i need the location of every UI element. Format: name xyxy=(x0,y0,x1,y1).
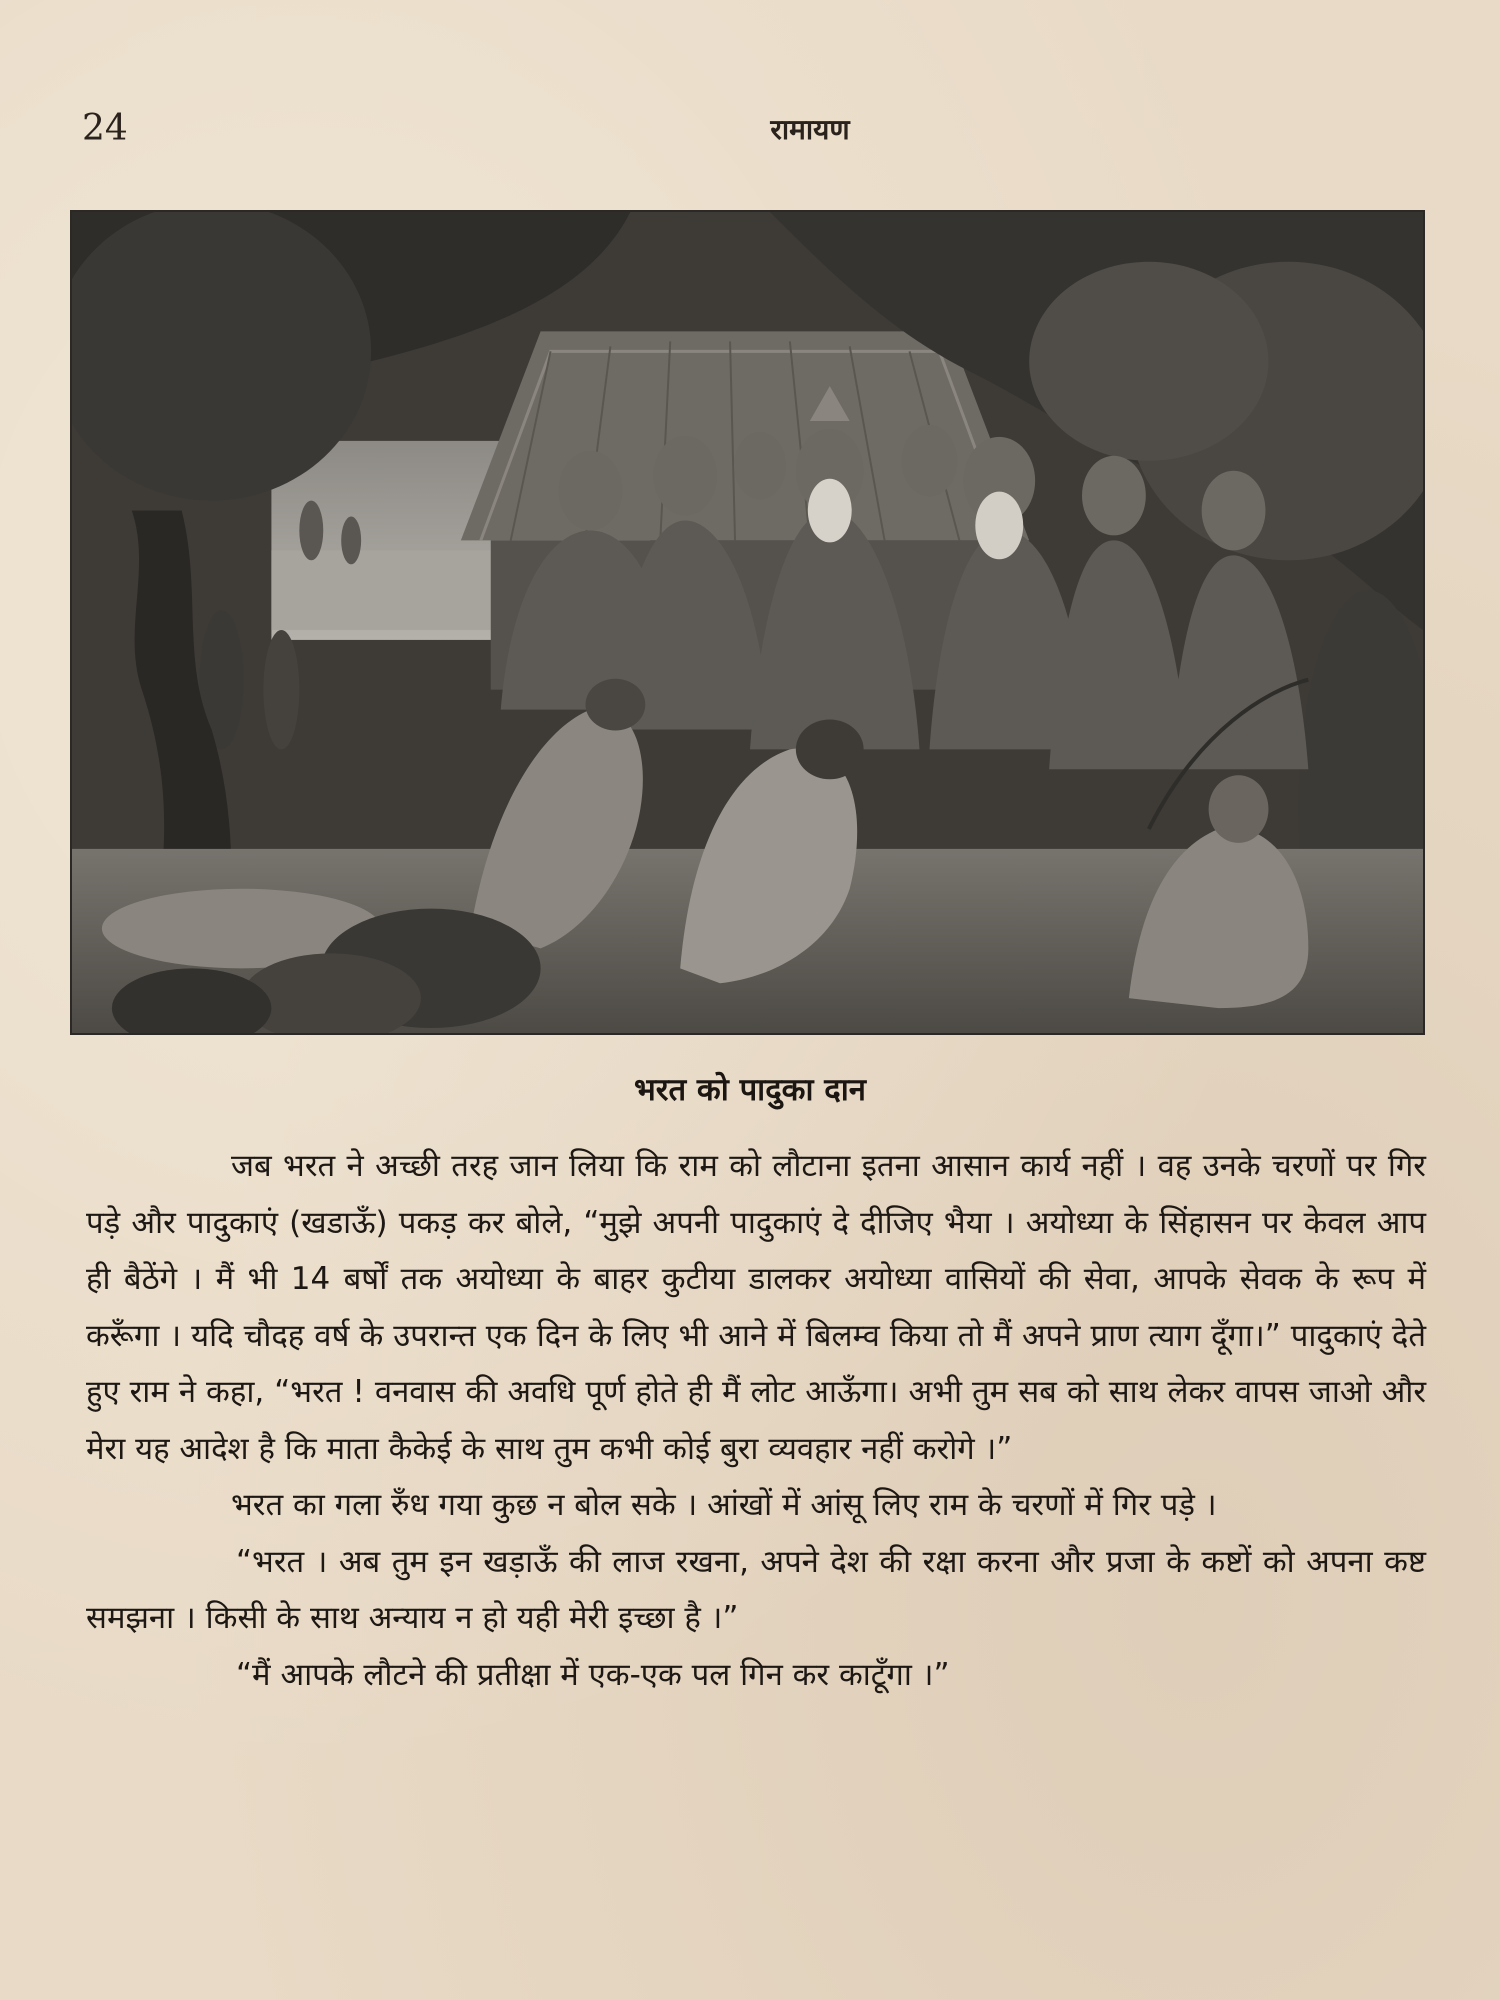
body-text xyxy=(86,1138,1426,1703)
illustration-bharat-receiving-sandals xyxy=(70,210,1425,1035)
page-number: 24 xyxy=(82,108,128,149)
running-title: रामायण xyxy=(770,113,850,146)
paragraph-4: “मैं आपके लौटने की प्रतीक्षा में एक-एक पल गिन कर काटूँगा ।” xyxy=(236,1656,950,1693)
illustration-caption: भरत को पादुका दान xyxy=(634,1072,866,1108)
paragraph-3: “भरत । अब तुम इन खड़ाऊँ की लाज रखना, अपने देश की रक्षा करना और प्रजा के कष्टों को अपना कष्ट समझना । किसी के साथ अन्याय न हो यही मेरी इच्छा है ।” xyxy=(86,1543,1426,1636)
paragraph-2: भरत का गला रुँध गया कुछ न बोल सके । आंखों में आंसू लिए राम के चरणों में गिर पड़े । xyxy=(231,1487,1217,1523)
paragraph-1: जब भरत ने अच्छी तरह जान लिया कि राम को लौटाना इतना आसान कार्य नहीं । वह उनके चरणों पर गिर पड़े और पादुकाएं (खडाऊँ) पकड़ कर बोले, “मुझे अपनी पादुकाएं दे दीजिए भैया । अयोध्या के सिंहासन पर केवल आप ही बैठेंगे । मैं भी 14 बर्षों तक अयोध्या के बाहर कुटीया डालकर अयोध्या वासियों की सेवा, आपके सेवक के रूप में करूँगा । यदि चौदह वर्ष के उपरान्त एक दिन के लिए भी आने में बिलम्व किया तो मैं अपने प्राण त्याग दूँगा।” पादुकाएं देते हुए राम ने कहा, “भरत ! वनवास की अवधि पूर्ण होते ही मैं लोट आऊँगा। अभी तुम सब को साथ लेकर वापस जाओ और मेरा यह आदेश है कि माता कैकेई के साथ तुम कभी कोई बुरा व्यवहार नहीं करोगे ।” xyxy=(86,1148,1426,1467)
illustration-artwork xyxy=(72,212,1423,1033)
